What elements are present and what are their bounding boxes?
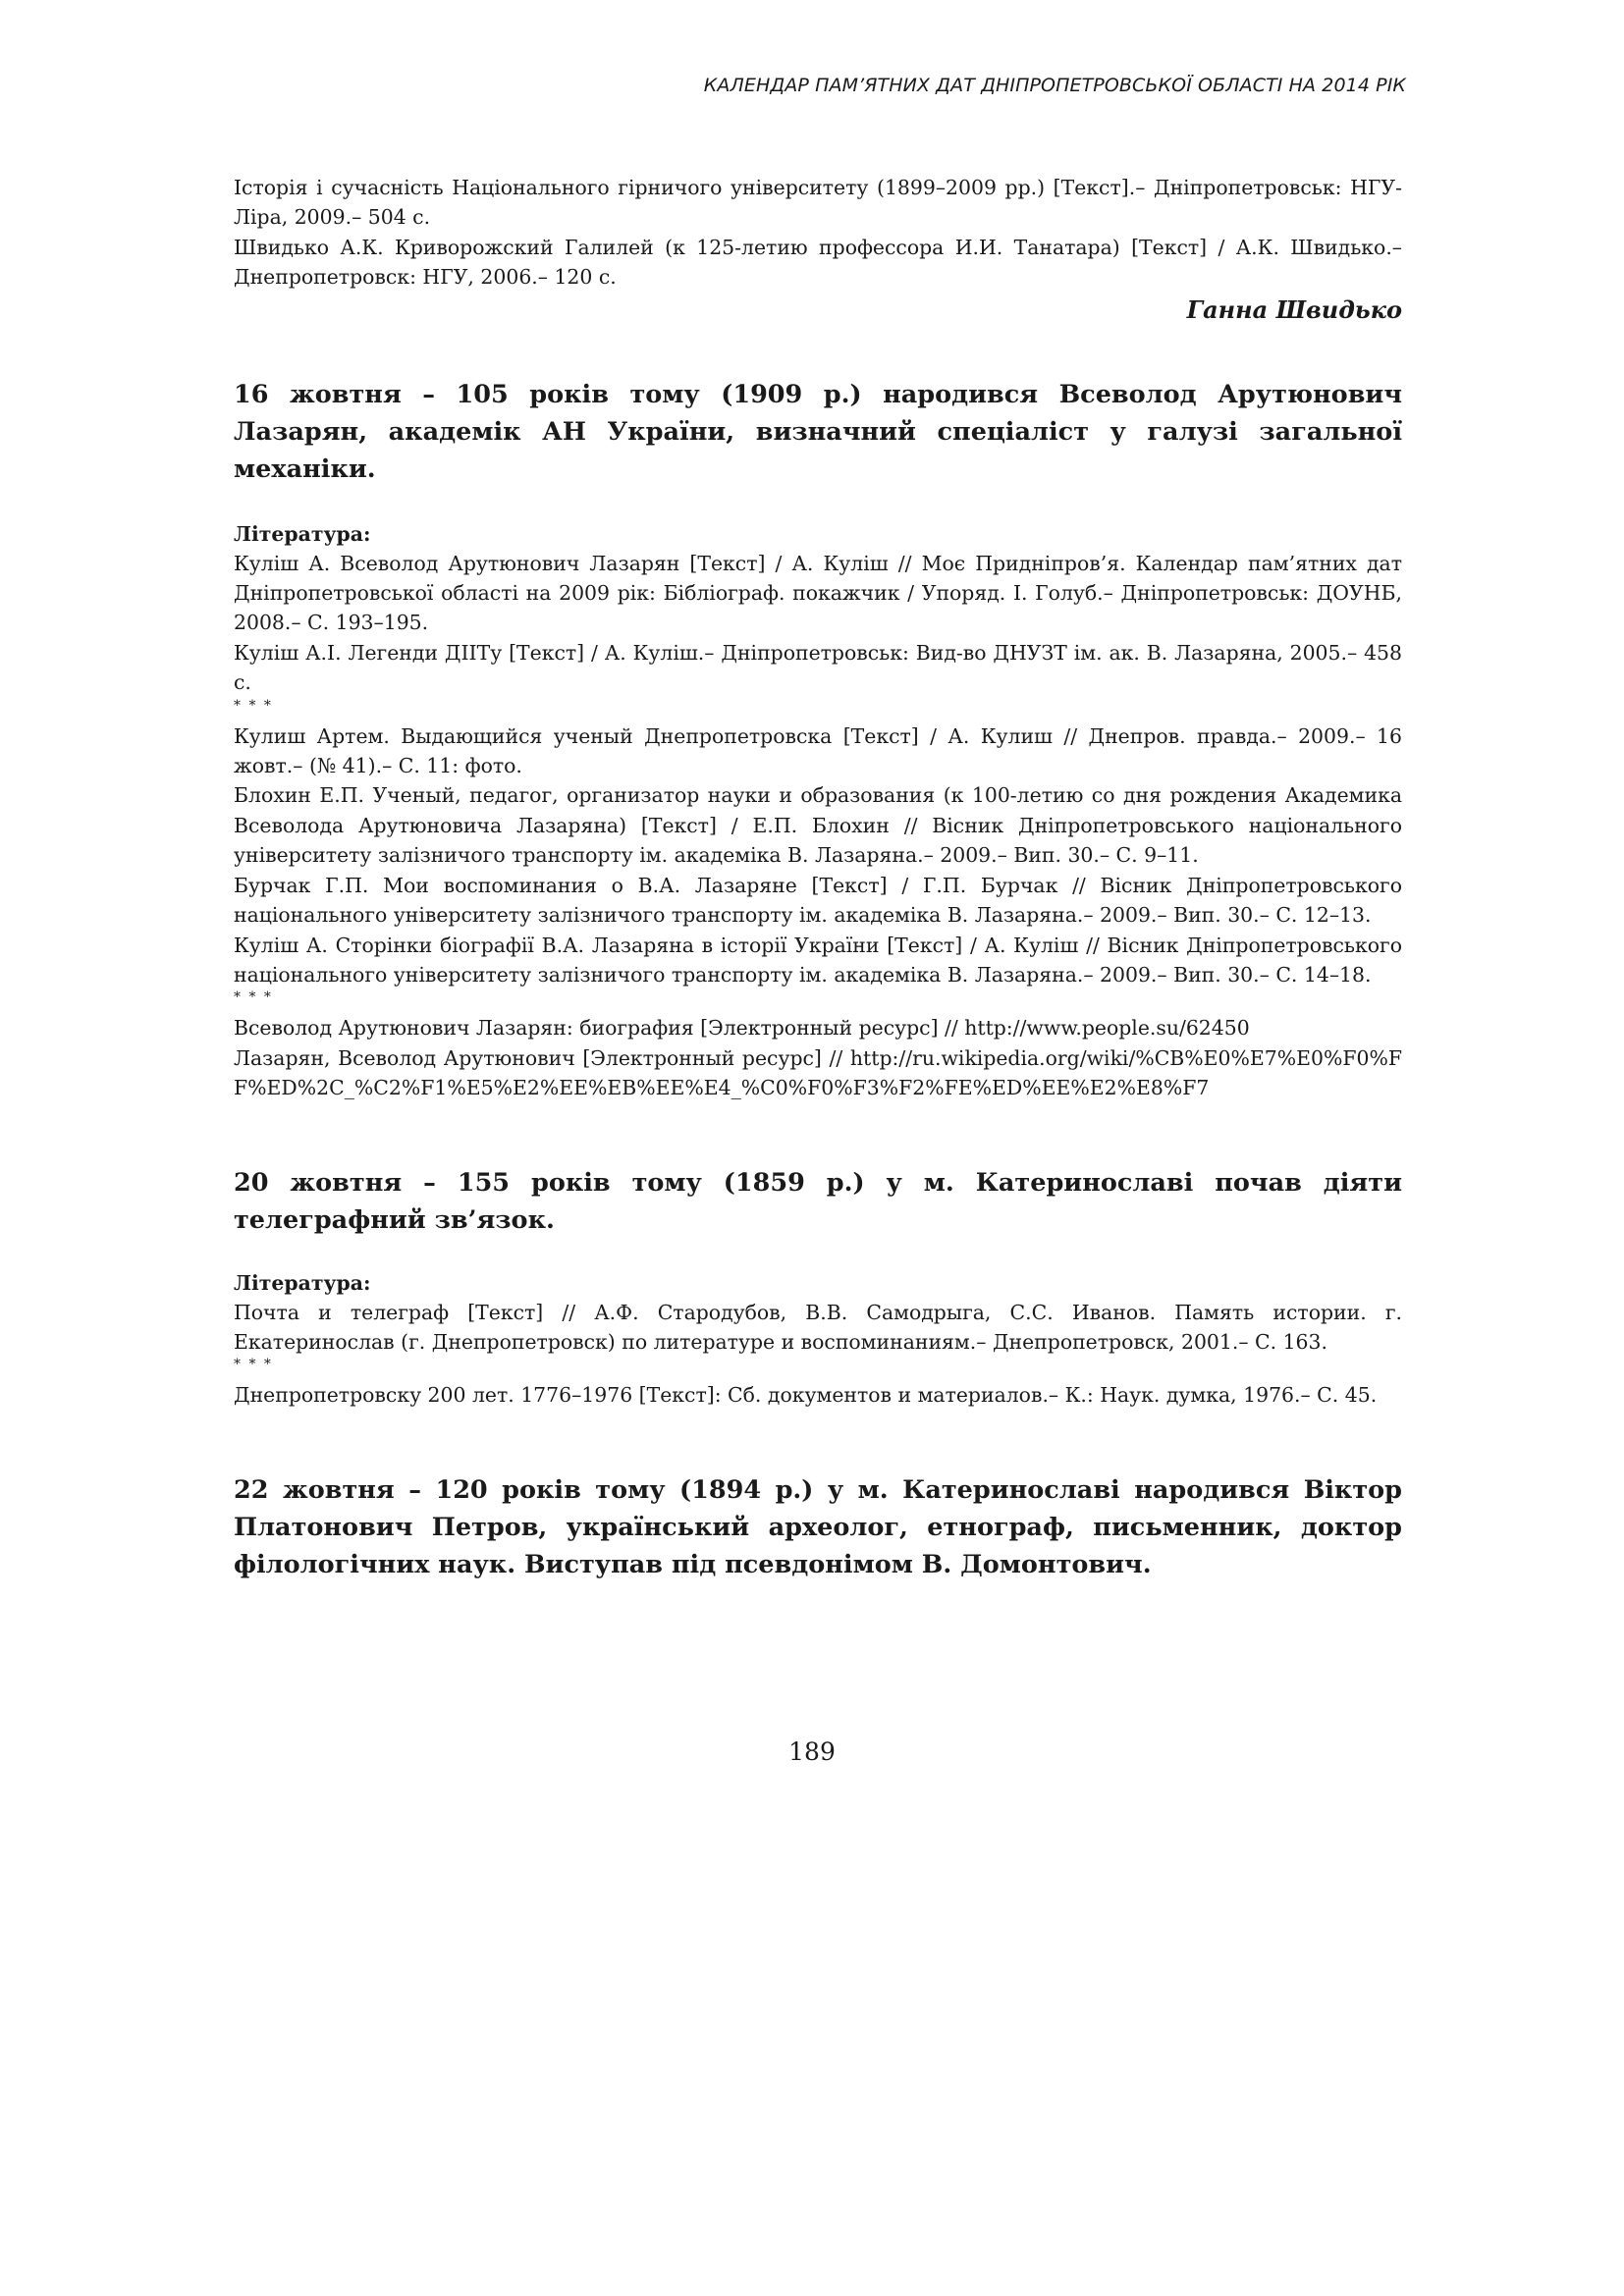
reference-entry: Всеволод Арутюнович Лазарян: биография [Электронный ресурс] // http://www.people.su/62450	[234, 1016, 1250, 1041]
separator-stars: * * *	[234, 989, 273, 1006]
reference-entry: Кулиш Артем. Выдающийся ученый Днепропетровска [Текст] / А. Кулиш // Днепров. правда.– 2009.– 16 жовт.– (№ 41).– С. 11: фото.	[234, 723, 1402, 778]
reference-entry: Куліш А. Сторінки біографії В.А. Лазаряна в історії України [Текст] / А. Куліш // Вісник Дніпропетровського національного університету залізничого транспорту ім. академіка В. Лазаряна.– 2009.– Вип. 30.– С. 14–18.	[234, 933, 1402, 987]
page-number: 189	[788, 1737, 836, 1766]
separator-stars: * * *	[234, 697, 273, 714]
reference-entry: Куліш А. Всеволод Арутюнович Лазарян [Текст] / А. Куліш // Моє Придніпров’я. Календар пам’ятних дат Дніпропетровської області на 2009 рік: Бібліограф. покажчик / Упоряд. І. Голуб.– Дніпропетровськ: ДОУНБ, 2008.– С. 193–195.	[234, 551, 1402, 635]
event-heading: 22 жовтня – 120 років тому (1894 р.) у м. Катеринославі народився Віктор Платонович Петров, український археолог, етнограф, письменник, доктор філологічних наук. Виступав під псевдонімом В. Домонтович.	[234, 1474, 1402, 1579]
reference-entry: Лазарян, Всеволод Арутюнович [Электронный ресурс] // http://ru.wikipedia.org/wiki/%CB%E0%E7%E0%F0%FF%ED%2C_%C2%F1%E5%E2%EE%EB%EE%E4_%C0%F0%F3%F2%FE%ED%EE%E2%E8%F7	[234, 1045, 1402, 1100]
reference-entry: Куліш А.І. Легенди ДІІТу [Текст] / А. Куліш.– Дніпропетровськ: Вид-во ДНУЗТ ім. ак. В. Лазаряна, 2005.– 458 с.	[234, 640, 1402, 695]
literature-label: Література:	[234, 521, 371, 546]
reference-entry: Блохин Е.П. Ученый, педагог, организатор науки и образования (к 100-летию со дня рождения Академика Всеволода Арутюновича Лазаряна) [Текст] / Е.П. Блохин // Вісник Дніпропетровського національного університету залізничого транспорту ім. академіка В. Лазаряна.– 2009.– Вип. 30.– С. 9–11.	[234, 783, 1402, 868]
event-heading: 16 жовтня – 105 років тому (1909 р.) народився Всеволод Арутюнович Лазарян, академік АН України, визначний спеціаліст у галузі загальної механіки.	[234, 379, 1402, 484]
literature-label: Література:	[234, 1270, 371, 1295]
reference-entry: Почта и телеграф [Текст] // А.Ф. Стародубов, В.В. Самодрыга, С.С. Иванов. Память истории. г. Екатеринослав (г. Днепропетровск) по литературе и воспоминаниям.– Днепропетровск, 2001.– С. 163.	[234, 1300, 1402, 1354]
reference-entry: Бурчак Г.П. Мои воспоминания о В.А. Лазаряне [Текст] / Г.П. Бурчак // Вісник Дніпропетровського національного університету залізничого транспорту ім. академіка В. Лазаряна.– 2009.– Вип. 30.– С. 12–13.	[234, 873, 1402, 928]
reference-entry: Днепропетровску 200 лет. 1776–1976 [Текст]: Сб. документов и материалов.– К.: Наук. думка, 1976.– С. 45.	[234, 1383, 1378, 1408]
running-header: КАЛЕНДАР ПАМ’ЯТНИХ ДАТ ДНІПРОПЕТРОВСЬКОЇ ОБЛАСТІ НА 2014 РІК	[703, 75, 1406, 96]
page-content	[234, 173, 1402, 1583]
separator-stars: * * *	[234, 1357, 273, 1373]
reference-entry: Швидько А.К. Криворожский Галилей (к 125-летию профессора И.И. Танатара) [Текст] / А.К. Швидько.– Днепропетровск: НГУ, 2006.– 120 с.	[234, 235, 1402, 290]
reference-entry: Історія і сучасність Національного гірничого університету (1899–2009 рр.) [Текст].– Дніпропетровськ: НГУ-Ліра, 2009.– 504 с.	[234, 176, 1402, 230]
event-heading: 20 жовтня – 155 років тому (1859 р.) у м. Катеринославі почав діяти телеграфний зв’язок.	[234, 1167, 1402, 1235]
author-signature: Ганна Швидько	[1186, 294, 1402, 324]
